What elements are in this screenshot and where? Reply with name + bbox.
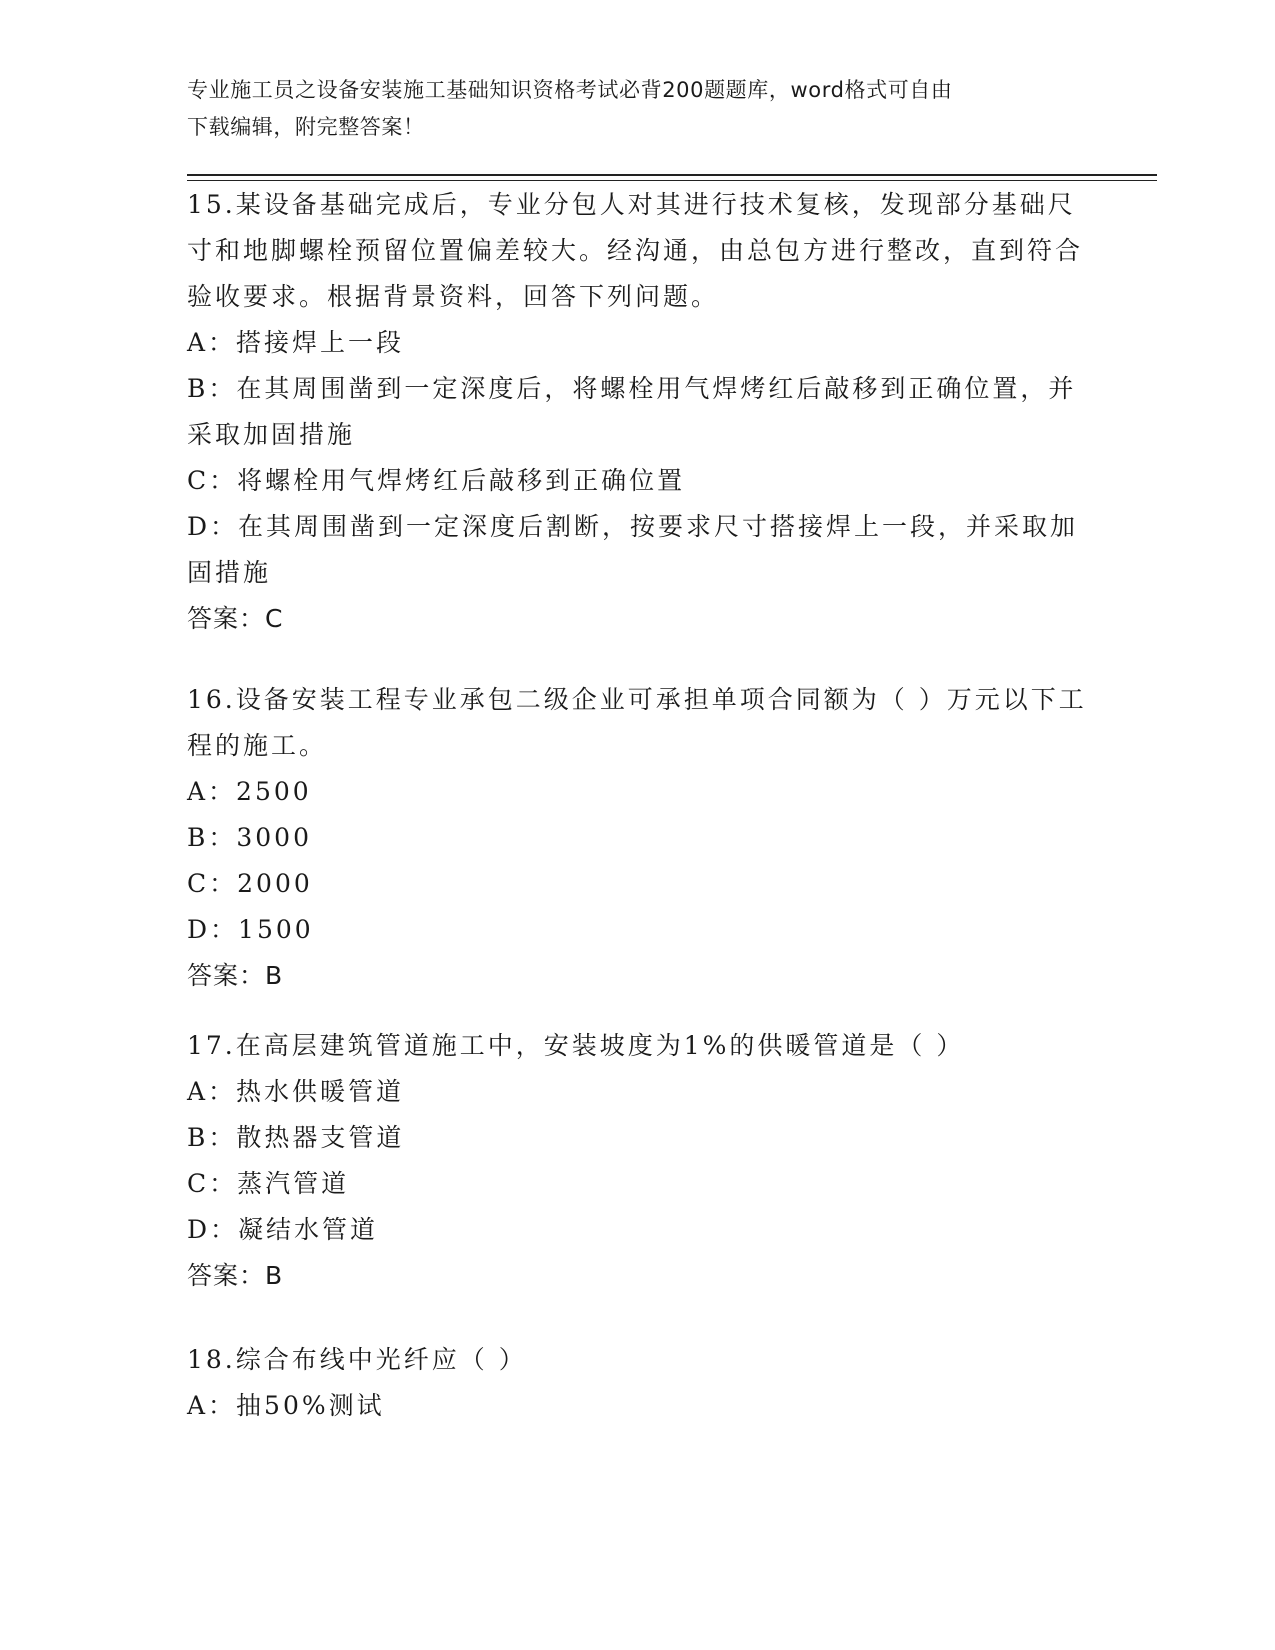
header-line-1: 专业施工员之设备安装施工基础知识资格考试必背200题题库，word格式可自由 xyxy=(187,78,953,102)
option-b: B：3000 xyxy=(187,823,312,852)
header-line-2: 下载编辑，附完整答案！ xyxy=(187,115,425,139)
answer-label: 答案：B xyxy=(187,961,284,990)
option-a: A：热水供暖管道 xyxy=(187,1077,405,1106)
question-stem: 15.某设备基础完成后，专业分包人对其进行技术复核，发现部分基础尺寸和地脚螺栓预留位置偏差较大。经沟通，由总包方进行整改，直到符合验收要求。根据背景资料，回答下列问题。 xyxy=(187,190,1084,311)
option-c: C：2000 xyxy=(187,869,313,898)
option-b: B：散热器支管道 xyxy=(187,1123,405,1152)
question-stem: 18.综合布线中光纤应（ ） xyxy=(187,1345,527,1374)
question-18 xyxy=(187,1337,1087,1429)
option-c: C：蒸汽管道 xyxy=(187,1169,350,1198)
question-16 xyxy=(187,677,1087,999)
option-d: D：在其周围凿到一定深度后割断，按要求尺寸搭接焊上一段，并采取加固措施 xyxy=(187,512,1079,587)
option-a: A：抽50%测试 xyxy=(187,1391,385,1420)
header-divider-thick xyxy=(187,174,1157,176)
option-a: A：2500 xyxy=(187,777,312,806)
question-17 xyxy=(187,1023,1087,1299)
answer-label: 答案：C xyxy=(187,604,284,633)
header-divider-thin xyxy=(187,180,1157,181)
option-d: D：1500 xyxy=(187,915,314,944)
option-c: C：将螺栓用气焊烤红后敲移到正确位置 xyxy=(187,466,686,495)
question-stem: 16.设备安装工程专业承包二级企业可承担单项合同额为（ ）万元以下工程的施工。 xyxy=(187,685,1087,760)
answer-label: 答案：B xyxy=(187,1261,284,1290)
option-a: A：搭接焊上一段 xyxy=(187,328,405,357)
option-d: D：凝结水管道 xyxy=(187,1215,379,1244)
question-stem: 17.在高层建筑管道施工中，安装坡度为1%的供暖管道是（ ） xyxy=(187,1031,965,1060)
document-header xyxy=(187,72,1077,146)
option-b: B：在其周围凿到一定深度后，将螺栓用气焊烤红后敲移到正确位置，并采取加固措施 xyxy=(187,374,1077,449)
question-15 xyxy=(187,182,1087,642)
